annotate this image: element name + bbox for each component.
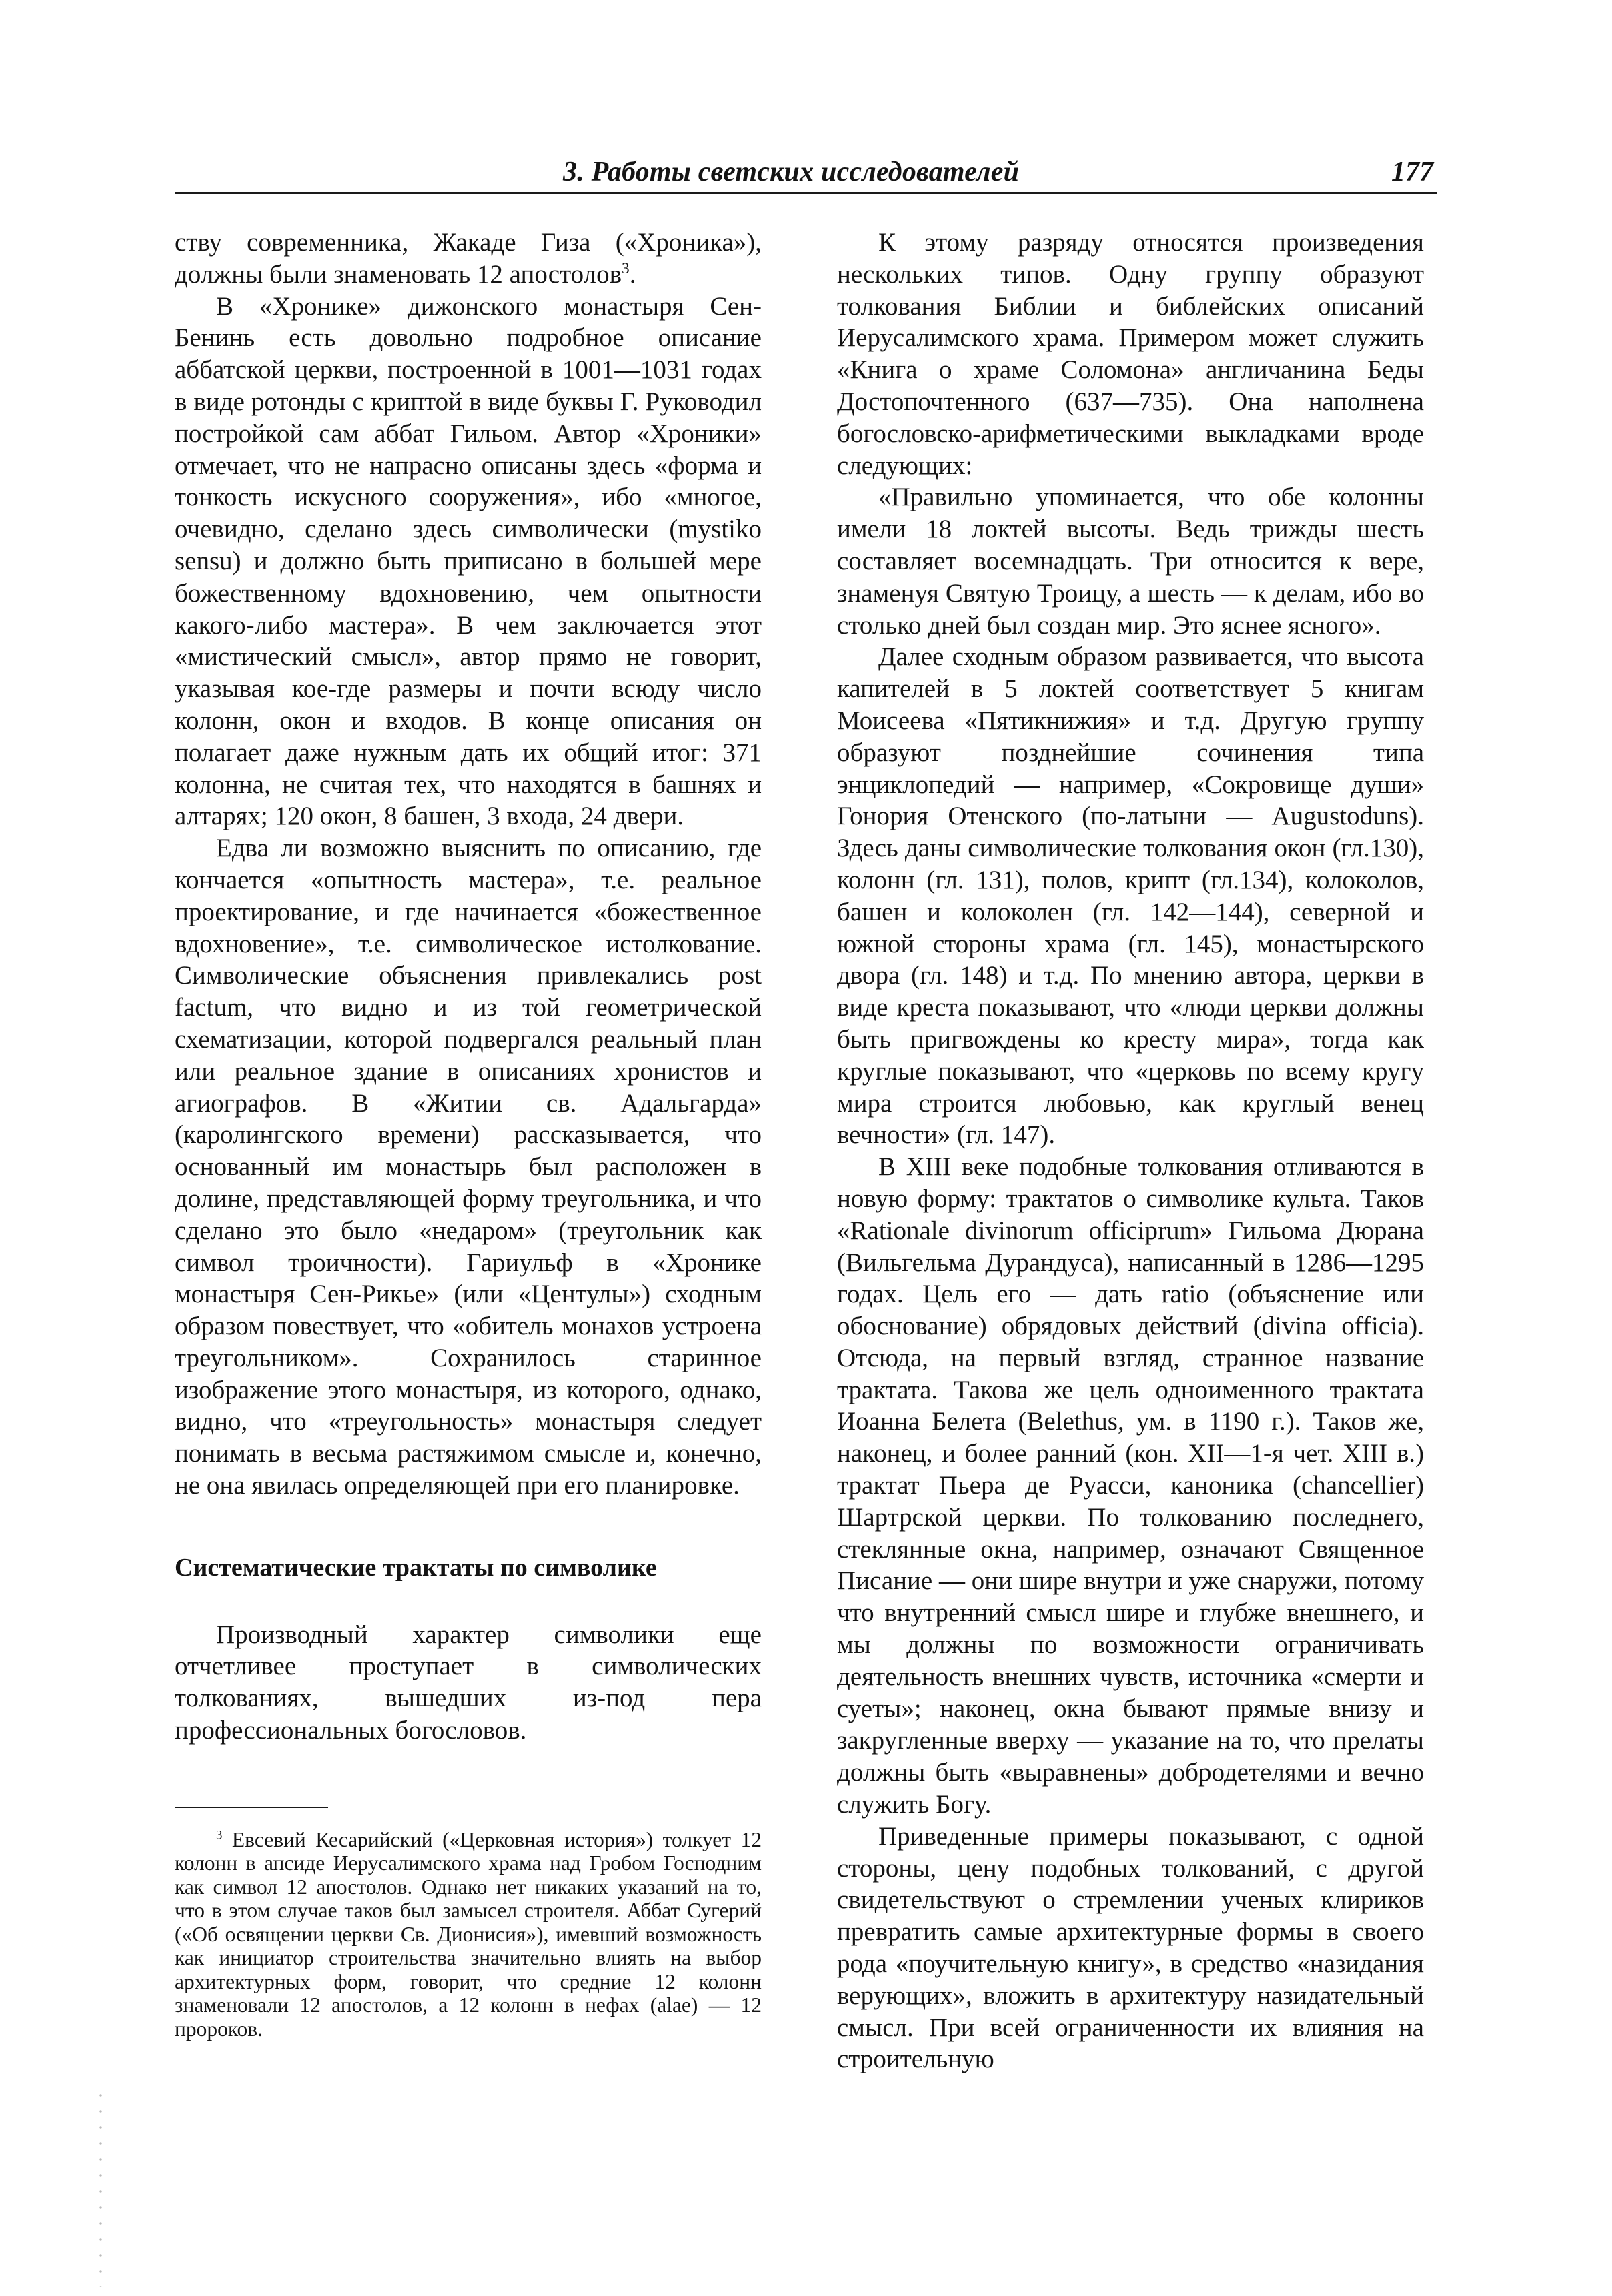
- left-column: [175, 227, 762, 2041]
- footnote-ref[interactable]: 3: [622, 259, 630, 277]
- quote-paragraph: «Правильно упоминается, что обе колонны имели 18 локтей высоты. Ведь трижды шесть составляет восемнадцать. Три относится к вере, знаменуя Святую Троицу, а шесть — к делам, ибо во столько дней был создан мир. Это яснее ясного».: [837, 483, 1424, 640]
- running-title: 3. Работы светских исследователей: [563, 157, 1020, 187]
- paragraph: ству современника, Жакаде Гиза («Хроника»), должны были знаменовать 12 апостолов$^3$.: [175, 228, 762, 289]
- footnote-marker: 3: [216, 1828, 223, 1843]
- paragraph: В XIII веке подобные толкования отливаются в новую форму: трактатов о символике культа. Таков «Rationale divinorum officiprum» Гильома Дюрана (Вильгельма Дурандуса), написанный в 1286—1295 годах. Цель его — дать ratio (объяснение или обоснование) обрядовых действий (divina officia). Отсюда, на первый взгляд, странное название трактата. Такова же цель одноименного трактата Иоанна Белета (Belethus, ум. в 1190 г.). Таков же, наконец, и более ранний (кон. XII—1-я чет. XIII в.) трактат Пьера де Руасси, каноника (chancellier) Шартрской церкви. По толкованию последнего, стеклянные окна, например, означают Священное Писание — они шире внутри и уже снаружи, потому что внутренний смысл шире и глубже внешнего, и мы должны по возможности ограничивать деятельность внешних чувств, источника «смерти и суеты»; наконец, окна бывают прямые внизу и закругленные вверху — указание на то, что прелаты должны быть «выравнены» добродетелями и вечно служить Богу.: [837, 1152, 1424, 1819]
- paragraph: Производный характер символики еще отчетливее проступает в символических толкованиях, вышедших из-под пера профессиональных богословов.: [175, 1620, 762, 1745]
- scan-margin-dots: [99, 2087, 103, 2287]
- page-number: 177: [1391, 157, 1433, 187]
- right-column: [837, 227, 1424, 2075]
- paragraph: В «Хронике» дижонского монастыря Сен-Бенинь есть довольно подробное описание аббатской церкви, построенной в 1001—1031 годах в виде ротонды с криптой в виде буквы Г. Руководил постройкой сам аббат Гильом. Автор «Хроники» отмечает, что не напрасно описаны здесь «форма и тонкость искусного сооружения», ибо «многое, очевидно, сделано здесь символически (mystiko sensu) и должно быть приписано в большей мере божественному вдохновению, чем опытности какого-либо мастера». В чем заключается этот «мистический смысл», автор прямо не говорит, указывая кое-где размеры и почти всюду число колонн, окон и входов. В конце описания он полагает даже нужным дать их общий итог: 371 колонна, не считая тех, что находятся в башнях и алтарях; 120 окон, 8 башен, 3 входа, 24 двери.: [175, 291, 762, 831]
- paragraph: Едва ли возможно выяснить по описанию, где кончается «опытность мастера», т.е. реальное проектирование, и где начинается «божественное вдохновение», т.е. символическое истолкование. Символические объяснения привлекались post factum, что видно и из той геометрической схематизации, которой подвергался реальный план или реальное здание в описаниях хронистов и агиографов. В «Житии св. Адальгарда» (каролингского времени) рассказывается, что основанный им монастырь был расположен в долине, представляющей форму треугольника, и что сделано это было «недаром» (треугольник как символ троичности). Гариульф в «Хронике монастыря Сен-Рикье» (или «Центулы») сходным образом повествует, что «обитель монахов устроена треугольником». Сохранилось старинное изображение этого монастыря, из которого, однако, видно, что «треугольность» монастыря следует понимать в весьма растяжимом смысле и, конечно, не она явилась определяющей при его планировке.: [175, 834, 762, 1500]
- section-heading: Систематические трактаты по символике: [175, 1553, 657, 1582]
- footnote-divider: [175, 1807, 328, 1808]
- paragraph: Приведенные примеры показывают, с одной стороны, цену подобных толкований, с другой свидетельствуют о стремлении ученых клириков превратить самые архитектурные формы в своего рода «поучительную книгу», в средство «назидания верующих», вложить в архитектуру назидательный смысл. При всей ограниченности их влияния на строительную: [837, 1821, 1424, 2074]
- paragraph: Далее сходным образом развивается, что высота капителей в 5 локтей соответствует 5 книгам Моисеева «Пятикнижия» и т.д. Другую группу образуют позднейшие сочинения типа энциклопедий — например, «Сокровище души» Гонория Отенского (по-латыни — Augustoduns). Здесь даны символические толкования окон (гл.130), колонн (гл. 131), полов, крипт (гл.134), колоколов, башен и колоколен (гл. 142—144), северной и южной стороны храма (гл. 145), монастырского двора (гл. 148) и т.д. По мнению автора, церкви в виде креста показывают, что «люди церкви должны быть пригвождены ко кресту мира», тогда как круглые показывают, что «церковь по всему кругу мира строится любовью, как круглый венец вечности» (гл. 147).: [837, 642, 1424, 1150]
- paragraph: К этому разряду относятся произведения нескольких типов. Одну группу образуют толкования Библии и библейских описаний Иерусалимского храма. Примером может служить «Книга о храме Соломона» англичанина Беды Достопочтенного (637—735). Она наполнена богословско-арифметическими выкладками вроде следующих:: [837, 228, 1424, 480]
- footnote: $^3$ Евсевий Кесарийский («Церковная история») толкует 12 колонн в апсиде Иерусалимского храма над Гробом Господним как символ 12 апостолов. Однако нет никаких указаний на то, что в этом случае таков был замысел строителя. Аббат Сугерий («Об освящении церкви Св. Дионисия»), имевший возможность как инициатор строительства значительно влиять на выбор архитектурных форм, говорит, что средние 12 колонн знаменовали 12 апостолов, а 12 колонн в нефах (alae) — 12 пророков.: [175, 1827, 762, 2041]
- running-header: [175, 152, 1437, 194]
